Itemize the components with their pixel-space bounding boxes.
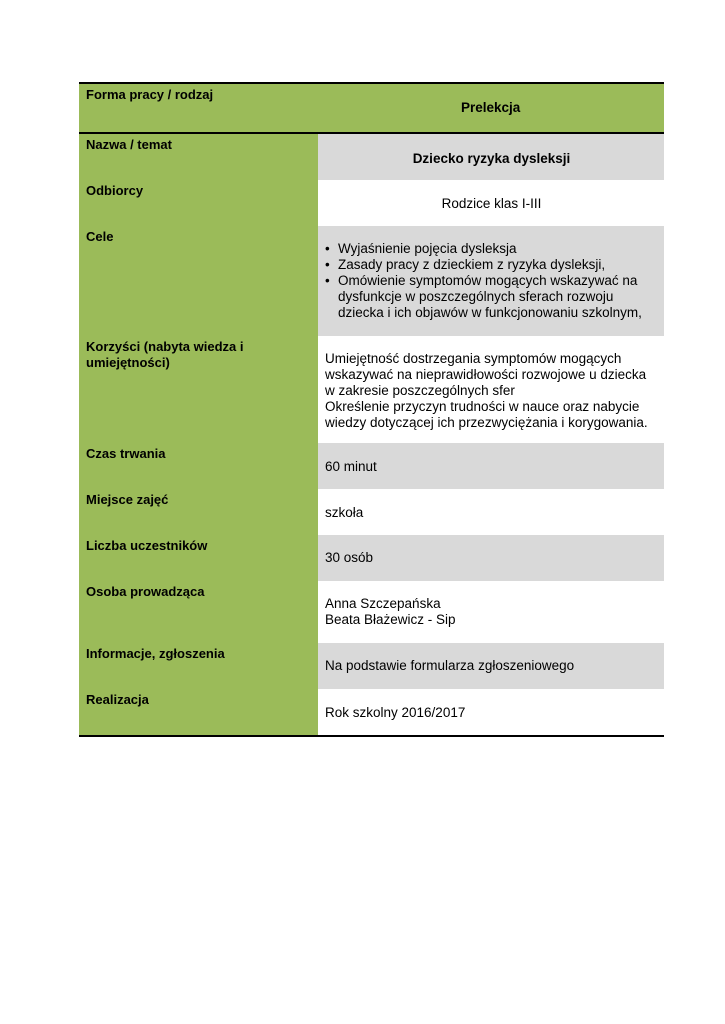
table-row-topic [79,134,664,180]
row-label: Nazwa / temat [79,134,318,180]
row-label: Liczba uczestników [79,535,318,581]
info-value: Na podstawie formularza zgłoszeniowego [318,643,664,689]
form-value: Prelekcja [461,100,521,115]
info-table [79,82,664,737]
leader-name: Beata Błażewicz - Sip [325,612,456,627]
benefits-text: Umiejętność dostrzegania symptomów mogących wskazywać na nieprawidłowości rozwojowe u dziecka w zakresie poszczególnych sfer [325,351,647,398]
topic-value: Dziecko ryzyka dysleksji [318,134,664,180]
table-row-goals [79,226,664,336]
row-label: Informacje, zgłoszenia [79,643,318,689]
duration-value: 60 minut [318,443,664,489]
audience-value: Rodzice klas I-III [318,180,664,226]
row-label: Forma pracy / rodzaj [86,87,214,102]
leader-value [318,581,664,643]
table-row-info [79,643,664,689]
table-row-benefits [79,336,664,443]
table-row-place [79,489,664,535]
goals-value [318,226,664,336]
table-row-realization [79,689,664,735]
list-item: • Omówienie symptomów mogących wskazywać na dysfunkcje w poszczególnych sferach rozwoju dziecka i ich objawów w funkcjonowaniu szkolnym, [325,273,658,321]
row-label: Korzyści (nabyta wiedza i umiejętności) [79,336,318,443]
goals-list [325,241,658,321]
row-label: Czas trwania [79,443,318,489]
benefits-value [318,336,664,443]
row-label: Odbiorcy [79,180,318,226]
list-item: • Wyjaśnienie pojęcia dysleksja [325,241,658,257]
row-label: Miejsce zajęć [79,489,318,535]
table-row-form [79,84,664,134]
list-item: • Zasady pracy z dzieckiem z ryzyka dysleksji, [325,257,658,273]
row-label: Osoba prowadząca [79,581,318,643]
benefits-text: Określenie przyczyn trudności w nauce oraz nabycie wiedzy dotyczącej ich przezwyciężania i korygowania. [325,399,648,430]
table-row-audience [79,180,664,226]
leader-name: Anna Szczepańska [325,596,441,611]
table-row-duration [79,443,664,489]
table-row-leader [79,581,664,643]
place-value: szkoła [318,489,664,535]
participants-value: 30 osób [318,535,664,581]
table-row-participants [79,535,664,581]
row-label: Realizacja [79,689,318,735]
realization-value: Rok szkolny 2016/2017 [318,689,664,735]
row-label: Cele [79,226,318,336]
row-header [79,84,664,132]
